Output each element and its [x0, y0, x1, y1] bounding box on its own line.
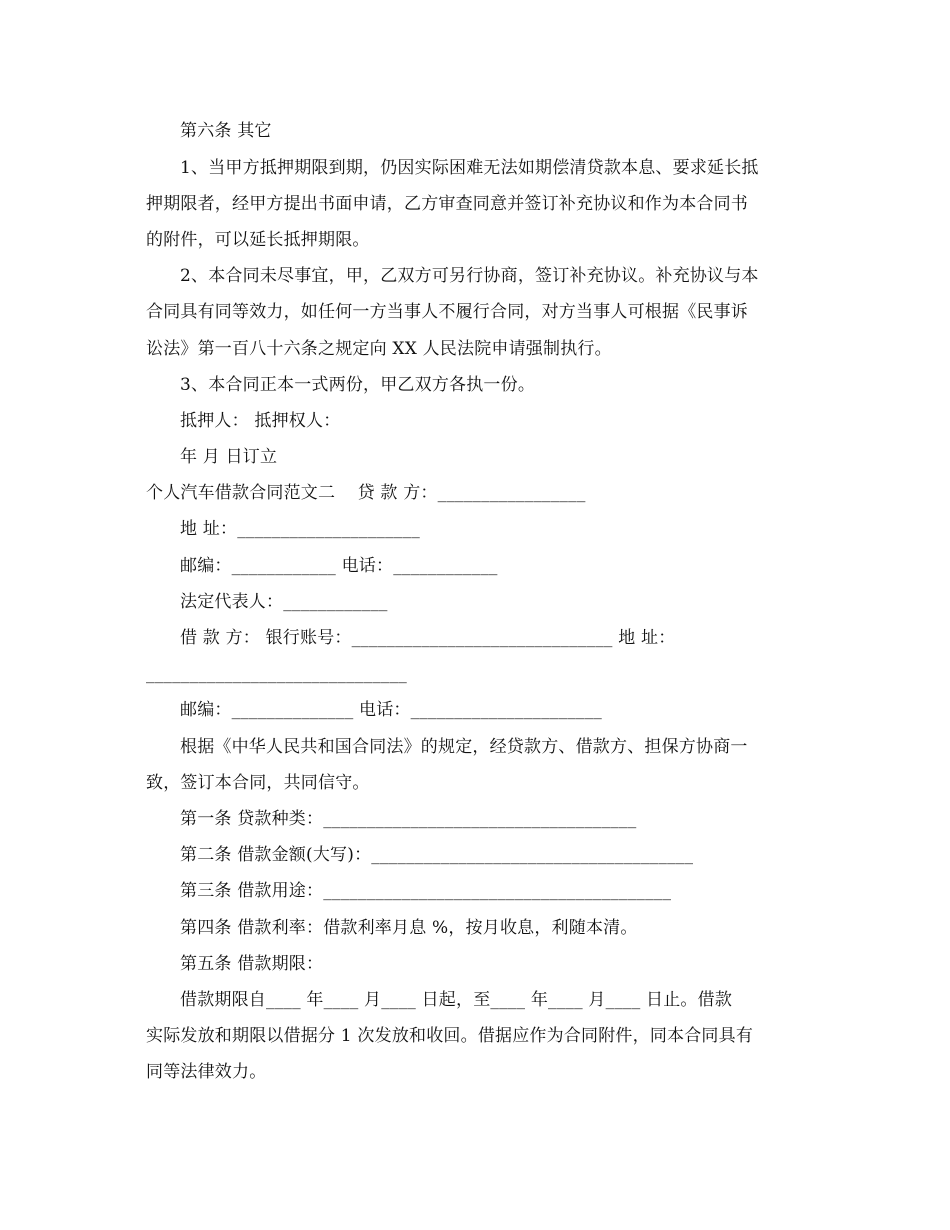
lender-address: 地 址：_____________________ [180, 519, 420, 539]
clause-2-line-3: 讼法》第一百八十六条之规定向 XX 人民法院申请强制执行。 [146, 339, 612, 359]
clause-3: 3、本合同正本一式两份，甲乙双方各执一份。 [180, 375, 536, 395]
contract-2-title-lender: 个人汽车借款合同范文二 贷 款 方：_________________ [146, 483, 586, 503]
clause-1-line-1: 1、当甲方抵押期限到期，仍因实际困难无法如期偿清贷款本息、要求延长抵 [180, 158, 759, 178]
borrower-bank-account: 借 款 方： 银行账号：______________________________ 地 址： [180, 628, 676, 648]
clause-2-line-1: 2、本合同未尽事宜，甲，乙双方可另行协商，签订补充协议。补充协议与本 [180, 266, 759, 286]
lender-postcode-phone: 邮编：____________ 电话：____________ [180, 556, 498, 576]
clause-1-line-3: 的附件，可以延长抵押期限。 [146, 230, 370, 250]
article-5-line-1: 借款期限自____ 年____ 月____ 日起，至____ 年____ 月____ 日止。借款 [180, 990, 733, 1010]
signature-parties: 抵押人： 抵押权人： [180, 411, 341, 431]
legal-representative: 法定代表人：____________ [180, 592, 388, 612]
clause-2-line-2: 合同具有同等效力，如任何一方当事人不履行合同，对方当事人可根据《民事诉 [146, 302, 748, 322]
article-1-loan-type: 第一条 贷款种类：____________________________________ [180, 809, 637, 829]
signature-date: 年 月 日订立 [180, 447, 278, 467]
clause-1-line-2: 押期限者，经甲方提出书面申请，乙方审查同意并签订补充协议和作为本合同书 [146, 194, 748, 214]
article-5-heading: 第五条 借款期限： [180, 954, 324, 974]
article-5-line-2: 实际发放和期限以借据分 1 次发放和收回。借据应作为合同附件，同本合同具有 [146, 1026, 754, 1046]
preamble-line-1: 根据《中华人民共和国合同法》的规定，经贷款方、借款方、担保方协商一 [180, 737, 748, 757]
article-2-loan-amount: 第二条 借款金额(大写)：_____________________________________ [180, 845, 694, 865]
article-6-heading: 第六条 其它 [180, 121, 272, 141]
borrower-postcode-phone: 邮编：______________ 电话：______________________ [180, 700, 603, 720]
article-4-interest-rate: 第四条 借款利率：借款利率月息 %，按月收息，利随本清。 [180, 918, 638, 938]
preamble-line-2: 致，签订本合同，共同信守。 [146, 773, 370, 793]
article-5-line-3: 同等法律效力。 [146, 1062, 267, 1082]
article-3-loan-purpose: 第三条 借款用途：________________________________________ [180, 881, 672, 901]
borrower-address-blank: ______________________________ [146, 664, 407, 684]
